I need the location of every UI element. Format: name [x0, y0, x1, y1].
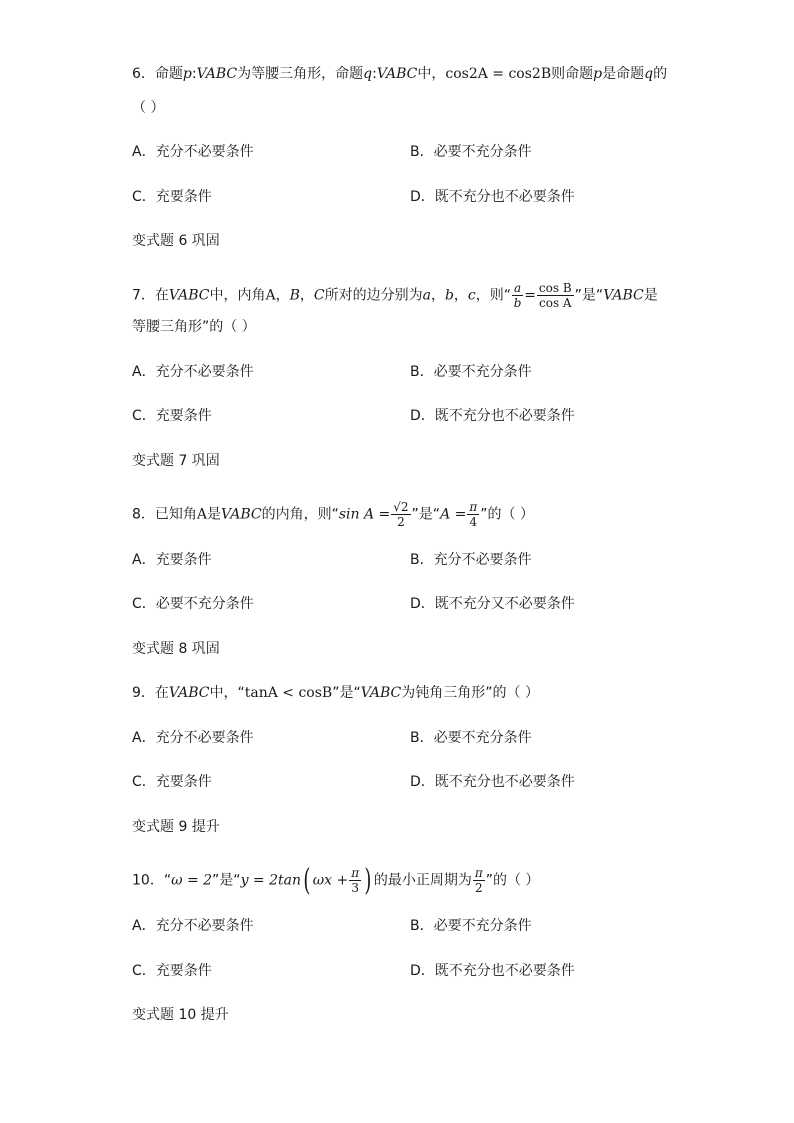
math-function: y = 2tan: [240, 872, 301, 889]
text-run: 则命题: [551, 66, 594, 82]
text-run: ”是“: [212, 872, 241, 889]
question-10-option-a: A．充分不必要条件: [132, 918, 254, 934]
fraction-cos: [537, 281, 574, 310]
math-triangle: VABC: [168, 685, 210, 701]
text-run: :: [372, 66, 377, 82]
fraction-denominator: b: [513, 296, 522, 310]
question-6-stem-line1: [132, 64, 667, 84]
question-9-option-c: C．充要条件: [132, 774, 212, 790]
text-run: 8．已知角: [132, 506, 197, 523]
fraction-denominator: 2: [474, 881, 483, 895]
question-9-option-d: D．既不充分也不必要条件: [410, 774, 575, 790]
text-run: 是: [643, 287, 658, 304]
text-run: 的最小正周期为: [373, 872, 472, 889]
question-8-option-b: B．充分不必要条件: [410, 552, 532, 568]
question-6-option-c: C．充要条件: [132, 189, 212, 205]
math-inner: ωx +: [312, 872, 349, 889]
text-run: ”的（ ）: [485, 872, 540, 889]
fraction-numerator: π: [469, 500, 478, 514]
variant-8-label: 变式题 8 巩固: [132, 641, 220, 657]
math-triangle: VABC: [603, 287, 644, 304]
text-run: ”是“: [332, 685, 361, 701]
paren-open: (: [303, 862, 311, 898]
math-var: q: [644, 66, 654, 82]
fraction-denominator: 3: [351, 881, 359, 895]
math-triangle: VABC: [360, 685, 402, 701]
text-run: 为等腰三角形，命题: [237, 66, 364, 82]
fraction-pi-over-3: [349, 866, 361, 895]
fraction-numerator: cos B: [538, 281, 572, 295]
question-9-option-b: B．必要不充分条件: [410, 730, 532, 746]
fraction-a-over-b: [512, 281, 523, 310]
text-run: 的: [653, 66, 668, 82]
math-var: c: [467, 287, 476, 304]
text-run: 所对的边分别为: [324, 287, 423, 304]
question-7-stem-line2: 等腰三角形”的（ ）: [132, 319, 256, 335]
math-var: A: [265, 287, 276, 304]
math-equals: =: [524, 287, 536, 304]
text-run: :: [191, 66, 197, 82]
text-run: ，: [275, 287, 290, 304]
math-var: A =: [440, 506, 467, 523]
question-6-stem-line2: （ ）: [132, 100, 165, 116]
variant-10-label: 变式题 10 提升: [132, 1007, 229, 1023]
math-omega: ω = 2: [171, 872, 213, 889]
fraction-sqrt2-over-2: [391, 500, 410, 529]
variant-6-label: 变式题 6 巩固: [132, 233, 220, 249]
question-7-option-c: C．充要条件: [132, 408, 212, 424]
text-run: 是: [207, 506, 222, 523]
question-7-option-b: B．必要不充分条件: [410, 364, 532, 380]
text-run: 7．在: [132, 287, 169, 304]
text-run: ”是“: [574, 287, 604, 304]
variant-7-label: 变式题 7 巩固: [132, 453, 220, 469]
text-run: ”是“: [411, 506, 441, 523]
text-run: 9．在: [132, 685, 169, 701]
math-condition: tanA < cosB: [244, 685, 333, 701]
text-run: 10．“: [132, 872, 172, 889]
text-run: 是命题: [602, 66, 645, 82]
text-run: 中，内角: [209, 287, 266, 304]
math-var: q: [363, 66, 373, 82]
text-run: ”的（ ）: [480, 506, 534, 523]
fraction-pi-over-2: [473, 866, 485, 895]
math-condition: cos2A = cos2B: [445, 66, 552, 82]
question-10-option-c: C．充要条件: [132, 963, 212, 979]
variant-9-label: 变式题 9 提升: [132, 819, 220, 835]
question-8-option-a: A．充要条件: [132, 552, 212, 568]
math-var: A: [196, 506, 208, 523]
question-10-option-d: D．既不充分也不必要条件: [410, 963, 575, 979]
fraction-numerator: a: [514, 281, 522, 295]
text-run: 6．命题: [132, 66, 183, 82]
text-run: ，: [299, 287, 314, 304]
math-triangle: VABC: [221, 506, 262, 523]
math-var: p: [182, 66, 192, 82]
math-sin: sin A =: [338, 506, 391, 523]
math-var: b: [444, 287, 454, 304]
text-run: ，: [430, 287, 445, 304]
paren-close: ): [364, 862, 372, 898]
text-run: ，则“: [475, 287, 512, 304]
fraction-denominator: cos A: [539, 296, 572, 310]
question-7-option-d: D．既不充分也不必要条件: [410, 408, 575, 424]
text-run: 的内角，则“: [261, 506, 339, 523]
question-7-stem-line1: [132, 281, 658, 310]
question-8-stem-line1: [132, 500, 534, 529]
math-var: B: [289, 287, 300, 304]
question-10-option-b: B．必要不充分条件: [410, 918, 532, 934]
question-6-option-b: B．必要不充分条件: [410, 144, 532, 160]
text-run: ，: [453, 287, 468, 304]
question-8-option-c: C．必要不充分条件: [132, 596, 254, 612]
fraction-denominator: 4: [469, 515, 478, 529]
fraction-numerator: π: [351, 866, 360, 880]
fraction-denominator: 2: [397, 515, 405, 529]
math-triangle: VABC: [168, 287, 210, 304]
math-triangle: VABC: [196, 66, 238, 82]
question-8-option-d: D．既不充分又不必要条件: [410, 596, 575, 612]
fraction-pi-over-4: [467, 500, 479, 529]
fraction-numerator: π: [474, 866, 483, 880]
question-6-option-a: A．充分不必要条件: [132, 144, 254, 160]
question-9-option-a: A．充分不必要条件: [132, 730, 254, 746]
fraction-numerator: √2: [393, 500, 409, 514]
question-7-option-a: A．充分不必要条件: [132, 364, 254, 380]
question-9-stem-line1: [132, 683, 539, 703]
question-10-stem-line1: [132, 862, 540, 898]
math-triangle: VABC: [376, 66, 418, 82]
text-run: 中，: [417, 66, 446, 82]
math-var: p: [593, 66, 603, 82]
text-run: 为钝角三角形”的（ ）: [401, 685, 539, 701]
question-6-option-d: D．既不充分也不必要条件: [410, 189, 575, 205]
text-run: 中，“: [209, 685, 245, 701]
math-var: a: [422, 287, 431, 304]
math-var: C: [313, 287, 325, 304]
